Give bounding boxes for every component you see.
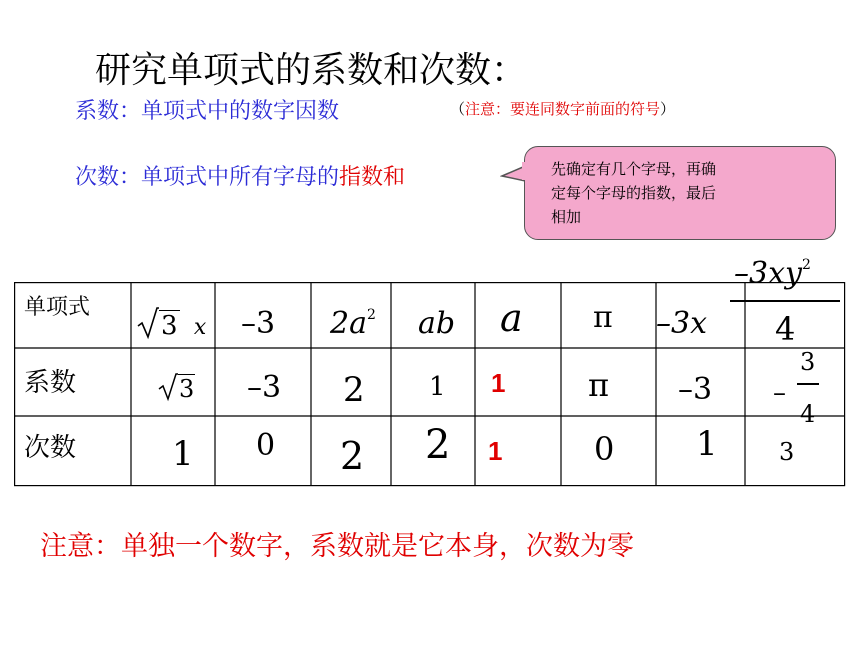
coefficient-neg3: –3 [247,370,282,405]
degree-def-prefix: 次数：单项式中所有字母的 [75,165,340,190]
row-header-monomial: 单项式 [24,295,91,320]
sqrt-sign-icon [137,306,159,340]
coefficient-pi: π [588,366,610,404]
callout-bubble [524,146,836,240]
coefficient-fraction-den: 4 [800,400,816,428]
monomial-base: 2a [330,306,367,341]
degree-0: 0 [256,428,276,463]
coefficient-2: 2 [343,370,365,410]
degree-3: 3 [779,438,795,466]
callout-line-3: 相加 [551,208,582,226]
coefficient-neg3-c7: –3 [678,372,713,407]
note-text: 注意：要连同数字前面的符号 [465,100,661,118]
degree-def-highlight: 指数和 [339,165,406,190]
monomial-sqrt3-x [137,306,206,341]
degree-definition [75,160,405,191]
callout-line-1: 先确定有几个字母，再确 [551,160,717,178]
coefficient-definition: 系数：单项式中的数字因数 [75,99,340,124]
fraction-denominator: 4 [775,310,796,348]
note-close-paren: ） [660,100,676,118]
coefficient-radicand: 3 [179,375,195,403]
degree-2-ab: 2 [425,422,451,468]
monomial-ab: ab [418,306,456,341]
monomial-neg3: –3 [241,306,276,341]
fraction-numerator-text: –3xy [734,256,802,291]
sqrt-sign-icon [158,372,178,402]
monomial-variable: x [193,315,207,340]
fraction-bar [730,300,840,302]
monomial-exponent: 2 [366,307,376,323]
coefficient-fraction-sign: – [773,378,786,408]
coefficient-1-red: 1 [491,368,506,398]
monomial-2a2 [330,306,376,341]
callout-pointer-join [522,162,528,180]
fraction-numerator-exponent: 2 [801,257,811,273]
coefficient-fraction-bar [797,383,819,385]
degree-0-pi: 0 [594,430,615,468]
monomial-neg3x: –3x [656,306,708,341]
row-header-coefficient: 系数 [24,368,77,398]
coefficient-fraction-num: 3 [800,348,816,376]
row-header-degree: 次数 [24,433,77,463]
note-open-paren: （ [450,100,466,118]
fraction-numerator [734,256,811,291]
coefficient-note [450,98,675,119]
degree-2: 2 [340,434,365,478]
degree-1-neg3x: 1 [696,424,718,464]
coefficient-1: 1 [429,372,446,402]
page-title: 研究单项式的系数和次数： [95,50,528,91]
degree-1: 1 [172,434,194,474]
callout-line-2: 定每个字母的指数，最后 [551,184,717,202]
bottom-note: 注意：单独一个数字，系数就是它本身，次数为零 [40,531,634,562]
coefficient-sqrt3 [158,372,195,403]
monomial-a: a [500,296,523,340]
sqrt-radicand: 3 [161,311,178,341]
monomial-pi: π [593,300,613,335]
degree-1-red: 1 [488,436,503,466]
